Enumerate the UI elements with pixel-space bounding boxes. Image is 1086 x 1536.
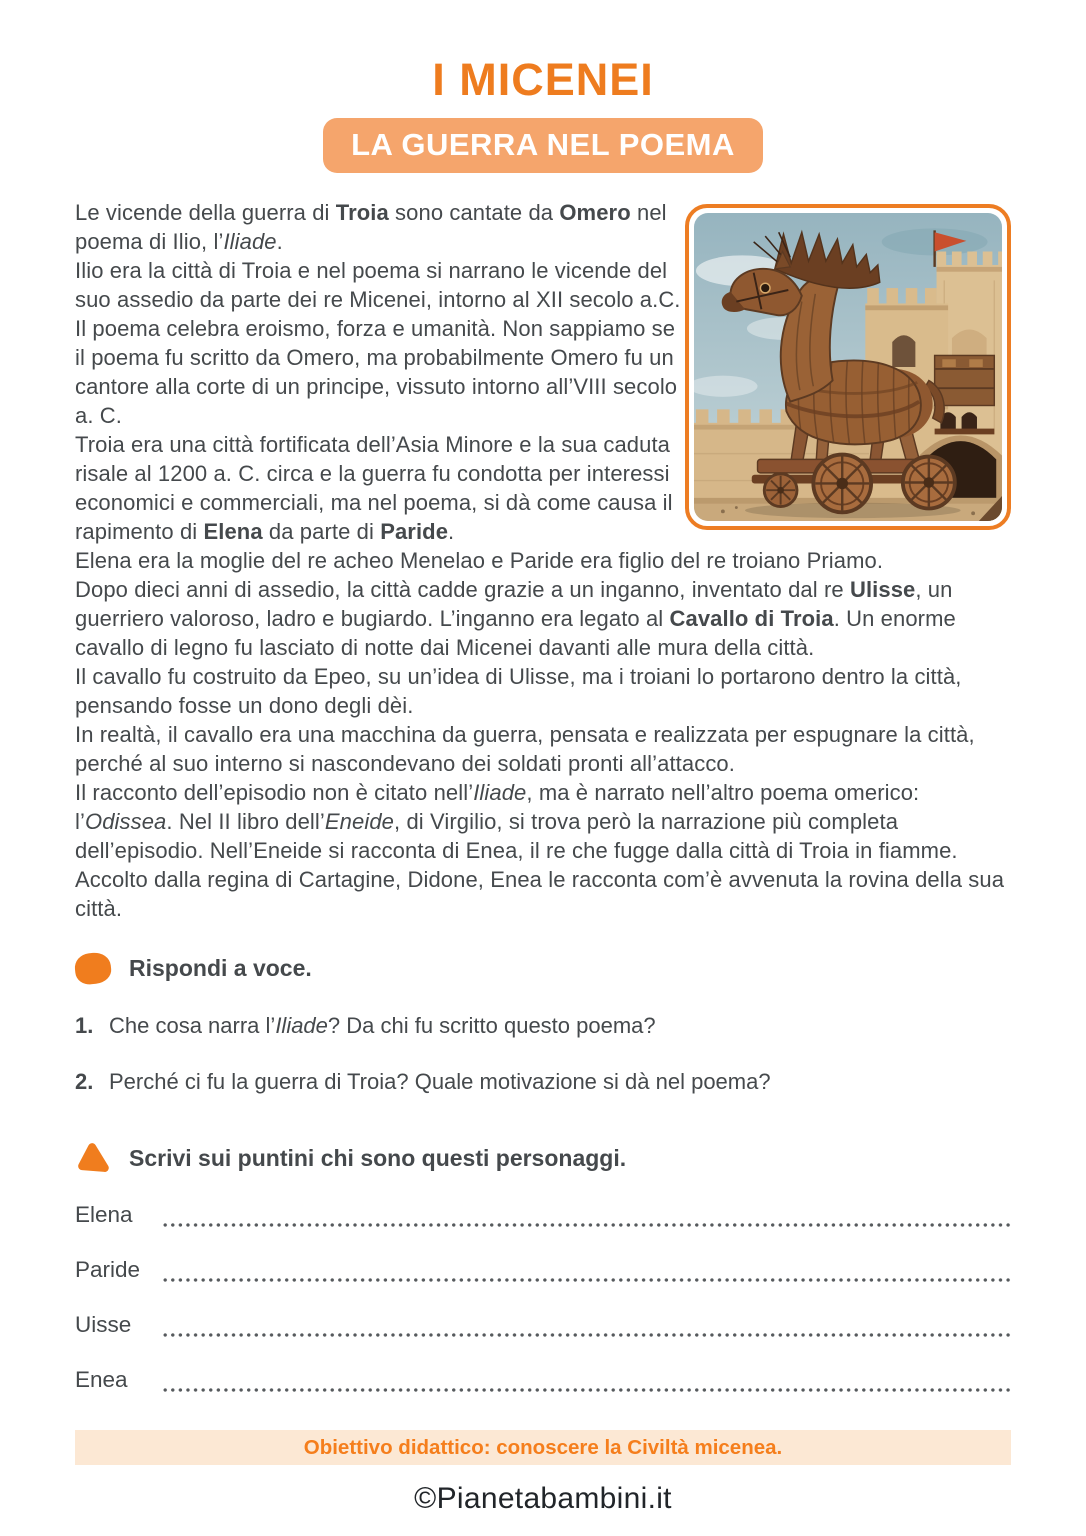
page-content (75, 198, 1011, 1516)
subtitle-badge-wrap (0, 118, 1086, 173)
objective-text: Obiettivo didattico: conoscere la Civiltà micenea. (303, 1435, 783, 1459)
blanks-list (75, 1202, 1011, 1396)
blank-label: Enea (75, 1367, 128, 1392)
triangle-marker-icon (75, 1140, 111, 1176)
blank-row-paride (75, 1257, 1011, 1286)
respond-section-heading (75, 953, 1011, 984)
blank-row-elena (75, 1202, 1011, 1231)
site-credit: ©Pianetabambini.it (414, 1482, 672, 1515)
speech-blob-icon (73, 951, 112, 986)
question-2-number: 2. (75, 1069, 94, 1094)
blank-label: Uisse (75, 1312, 132, 1337)
question-1-text: Che cosa narra l’Iliade? Da chi fu scritto questo poema? (109, 1013, 656, 1038)
question-1 (75, 1011, 1011, 1040)
article (75, 198, 1011, 923)
dotted-fill-line (163, 1387, 1011, 1393)
questions-list (75, 1011, 1011, 1096)
dotted-fill-line (163, 1222, 1011, 1228)
respond-heading-label: Rispondi a voce. (129, 955, 312, 981)
page-title: I MICENEI (432, 54, 654, 105)
subtitle-badge: LA GUERRA NEL POEMA (323, 118, 763, 173)
dotted-fill-line (163, 1332, 1011, 1338)
trojan-horse-image (685, 204, 1011, 530)
question-2 (75, 1067, 1011, 1096)
dotted-fill-line (163, 1277, 1011, 1283)
trojan-horse-illustration (694, 213, 1002, 521)
question-1-number: 1. (75, 1013, 94, 1038)
objective-banner (75, 1430, 1011, 1465)
blank-row-uisse (75, 1312, 1011, 1341)
write-heading-label: Scrivi sui puntini chi sono questi personaggi. (129, 1144, 627, 1171)
article-text: Le vicende della guerra di Troia sono cantate da Omero nel poema di Ilio, l’Iliade. Ilio era la città di Troia e nel poema si narrano le vicende del suo assedio da parte dei re Micenei, intorno al XII secolo a.C. Il poema celebra eroismo, forza e umanità. Non sappiamo se il poema fu scritto da Omero, ma probabilmente Omero fu un cantore alla corte di un principe, vissuto intorno all’VIII secolo a. C. Troia era una città fortificata dell’Asia Minore e la sua caduta risale al 1200 a. C. circa e la guerra fu condotta per interessi economici e commerciali, ma nel poema, si dà come causa il rapimento di Elena da parte di Paride. Elena era la moglie del re acheo Menelao e Paride era figlio del re troiano Priamo. Dopo dieci anni di assedio, la città cadde grazie a un inganno, inventato dal re Ulisse, un guerriero valoroso, ladro e bugiardo. L’inganno era legato al Cavallo di Troia. Un enorme cavallo di legno fu lasciato di notte dai Micenei davanti alle mura della città. Il cavallo fu costruito da Epeo, su un’idea di Ulisse, ma i troiani lo portarono dentro la città, pensando fosse un dono degli dèi. In realtà, il cavallo era una macchina da guerra, pensata e realizzata per espugnare la città, perché al suo interno si nascondevano dei soldati pronti all’attacco. Il racconto dell’episodio non è citato nell’Iliade, ma è narrato nell’altro poema omerico: l’Odissea. Nel II libro dell’Eneide, di Virgilio, si trova però la narrazione più completa dell’episodio. Nell’Eneide si racconta di Enea, il re che fugge dalla città di Troia in fiamme. Accolto dalla regina di Cartagine, Didone, Enea le racconta com’è avvenuta la rovina della sua città. (75, 200, 1005, 921)
question-2-text: Perché ci fu la guerra di Troia? Quale motivazione si dà nel poema? (109, 1069, 771, 1094)
blank-label: Paride (75, 1257, 141, 1282)
blank-row-enea (75, 1367, 1011, 1396)
blank-label: Elena (75, 1202, 133, 1227)
write-section-heading (75, 1140, 1011, 1176)
